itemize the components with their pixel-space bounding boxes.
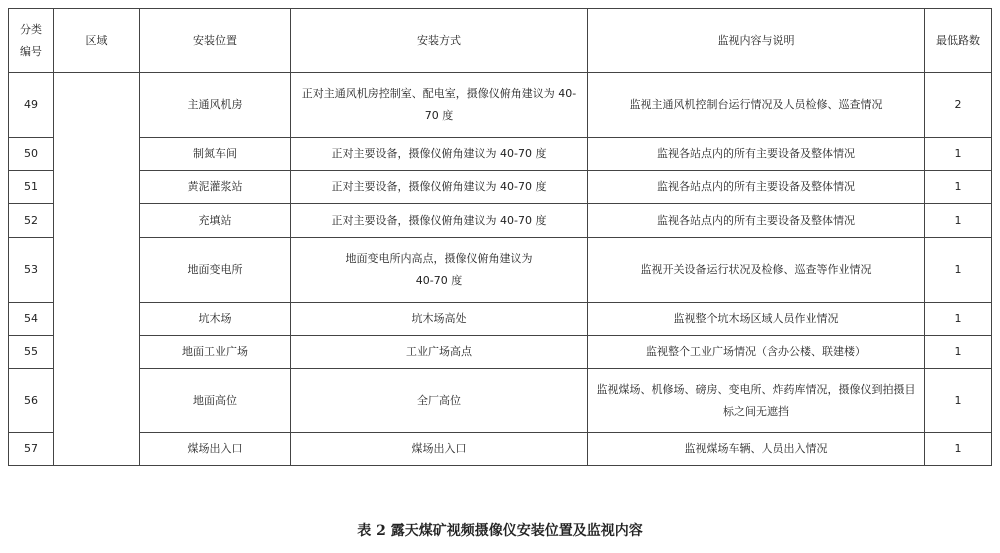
camera-installation-table [8,8,992,466]
row-number: 51 [9,171,54,204]
row-min-channels: 1 [925,433,992,466]
row-method: 煤场出入口 [291,433,588,466]
row-content: 监视煤场、机修场、磅房、变电所、炸药库情况，摄像仪到拍摄目标之间无遮挡 [588,369,925,433]
row-method: 工业广场高点 [291,336,588,369]
header-area: 区域 [54,9,140,73]
row-min-channels: 1 [925,238,992,303]
row-min-channels: 1 [925,204,992,238]
row-location: 地面工业广场 [140,336,291,369]
row-location: 地面变电所 [140,238,291,303]
row-number: 55 [9,336,54,369]
row-number: 56 [9,369,54,433]
header-method: 安装方式 [291,9,588,73]
row-method: 正对主要设备，摄像仪俯角建议为 40-70 度 [291,138,588,171]
table-row [9,336,992,369]
row-content: 监视煤场车辆、人员出入情况 [588,433,925,466]
row-content: 监视整个坑木场区域人员作业情况 [588,303,925,336]
row-min-channels: 1 [925,138,992,171]
row-location: 煤场出入口 [140,433,291,466]
header-content: 监视内容与说明 [588,9,925,73]
row-min-channels: 1 [925,303,992,336]
table-row [9,303,992,336]
row-min-channels: 1 [925,369,992,433]
row-number: 49 [9,73,54,138]
row-method: 正对主要设备，摄像仪俯角建议为 40-70 度 [291,204,588,238]
row-method: 坑木场高处 [291,303,588,336]
row-location: 坑木场 [140,303,291,336]
row-number: 54 [9,303,54,336]
row-min-channels: 1 [925,171,992,204]
row-content: 监视各站点内的所有主要设备及整体情况 [588,171,925,204]
row-number: 53 [9,238,54,303]
table-row [9,138,992,171]
row-location: 制氮车间 [140,138,291,171]
header-category-number: 分类编号 [9,9,54,73]
table-row [9,433,992,466]
row-location: 主通风机房 [140,73,291,138]
row-location: 充填站 [140,204,291,238]
row-number: 50 [9,138,54,171]
table-row [9,171,992,204]
row-method: 地面变电所内高点，摄像仪俯角建议为 40-70 度 [291,238,588,303]
table-header-row [9,9,992,73]
table-row [9,369,992,433]
row-method: 正对主要设备，摄像仪俯角建议为 40-70 度 [291,171,588,204]
row-number: 52 [9,204,54,238]
row-content: 监视各站点内的所有主要设备及整体情况 [588,204,925,238]
area-cell [54,73,140,466]
table-row [9,204,992,238]
row-content: 监视主通风机控制台运行情况及人员检修、巡查情况 [588,73,925,138]
row-location: 地面高位 [140,369,291,433]
header-min-channels: 最低路数 [925,9,992,73]
row-content: 监视开关设备运行状况及检修、巡查等作业情况 [588,238,925,303]
row-min-channels: 2 [925,73,992,138]
row-location: 黄泥灌浆站 [140,171,291,204]
row-method: 全厂高位 [291,369,588,433]
table-row [9,73,992,138]
row-content: 监视整个工业广场情况（含办公楼、联建楼） [588,336,925,369]
row-min-channels: 1 [925,336,992,369]
table-row [9,238,992,303]
row-number: 57 [9,433,54,466]
table-caption: 表 2 露天煤矿视频摄像仪安装位置及监视内容 [357,523,643,539]
row-content: 监视各站点内的所有主要设备及整体情况 [588,138,925,171]
row-method: 正对主通风机房控制室、配电室，摄像仪俯角建议为 40-70 度 [291,73,588,138]
header-location: 安装位置 [140,9,291,73]
